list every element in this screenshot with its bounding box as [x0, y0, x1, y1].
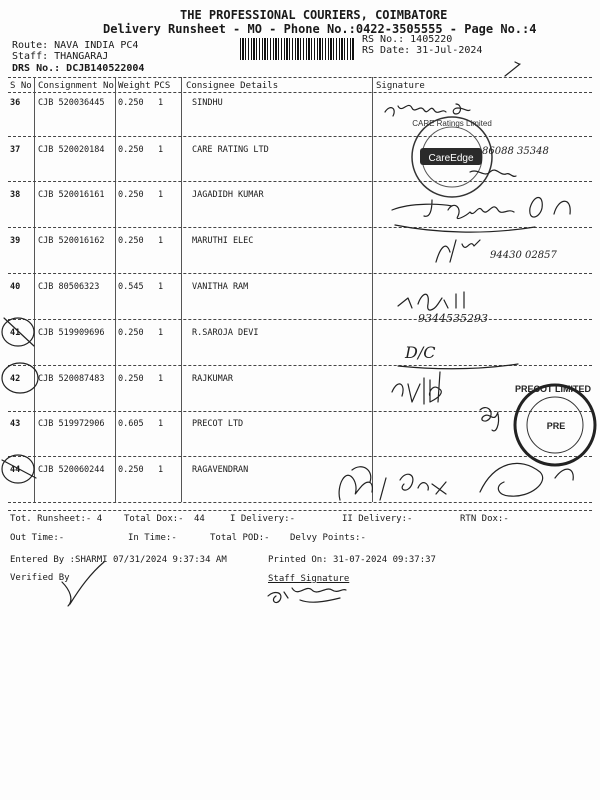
signature-row43 — [480, 408, 499, 431]
col-consignee: Consignee Details — [186, 81, 279, 91]
row-consignee: MARUTHI ELEC — [192, 236, 254, 246]
row-weight: 0.250 — [118, 190, 144, 200]
row-consignment: CJB 520060244 — [38, 465, 105, 475]
row-sno: 39 — [10, 236, 21, 246]
handwriting-row39: 94430 02857 — [490, 250, 557, 261]
row-weight: 0.250 — [118, 145, 144, 155]
row-consignment: CJB 520036445 — [38, 98, 105, 108]
row-sno: 37 — [10, 145, 21, 155]
row-weight: 0.605 — [118, 419, 144, 429]
row-pcs: 1 — [158, 328, 164, 338]
tot-runsheet: Tot. Runsheet:- 4 — [10, 514, 103, 524]
row-sno: 44 — [10, 465, 21, 475]
row-consignment: CJB 519972906 — [38, 419, 105, 429]
signature-row36 — [385, 104, 470, 116]
rtn-dox: RTN Dox:- — [460, 514, 509, 524]
delvy-points: Delvy Points:- — [290, 533, 366, 543]
row-consignment: CJB 519909696 — [38, 328, 105, 338]
row-pcs: 1 — [158, 374, 164, 384]
row-consignee: CARE RATING LTD — [192, 145, 269, 155]
row-consignment: CJB 520016162 — [38, 236, 105, 246]
care-ring-text: CARE Ratings Limited — [412, 119, 492, 128]
runsheet-title: Delivery Runsheet - MO - Phone No.:0422-3505555 - Page No.:4 — [103, 22, 537, 36]
row-weight: 0.545 — [118, 282, 144, 292]
handwriting-row40: 9344535293 — [418, 312, 488, 325]
entered-by: Entered By :SHARMI 07/31/2024 9:37:34 AM — [10, 555, 227, 565]
row-pcs: 1 — [158, 190, 164, 200]
ii-delivery: II Delivery:- — [342, 514, 413, 524]
row-weight: 0.250 — [118, 98, 144, 108]
rs-number: RS No.: 1405220 — [362, 34, 453, 45]
row-pcs: 1 — [158, 419, 164, 429]
precot-ring-text: PRECOT LIMITED — [515, 384, 591, 394]
signature-row38 — [392, 198, 570, 219]
row-sno: 36 — [10, 98, 21, 108]
row-consignee: RAJKUMAR — [192, 374, 233, 384]
staff-label: Staff: THANGARAJ — [12, 51, 109, 62]
signature-row44 — [339, 467, 446, 500]
care-ratings-stamp — [412, 117, 492, 197]
row-consignee: PRECOT LTD — [192, 419, 244, 429]
row-consignment: CJB 520016161 — [38, 190, 105, 200]
row-consignee: RAGAVENDRAN — [192, 465, 249, 475]
precot-center-text: PRE — [546, 421, 566, 431]
row-pcs: 1 — [158, 145, 164, 155]
total-dox-value: 44 — [194, 514, 205, 524]
row-weight: 0.250 — [118, 374, 144, 384]
precot-stamp — [515, 384, 595, 465]
printed-on: Printed On: 31-07-2024 09:37:37 — [268, 555, 436, 565]
row-consignee: SINDHU — [192, 98, 223, 108]
i-delivery: I Delivery:- — [230, 514, 296, 524]
route-label: Route: NAVA INDIA PC4 — [12, 40, 139, 51]
staff-signature — [268, 588, 346, 603]
verified-by: Verified By — [10, 573, 70, 583]
col-sno: S No — [10, 81, 32, 91]
row-sno: 38 — [10, 190, 21, 200]
row-pcs: 1 — [158, 98, 164, 108]
row-weight: 0.250 — [118, 236, 144, 246]
row-weight: 0.250 — [118, 328, 144, 338]
row-consignee: VANITHA RAM — [192, 282, 249, 292]
row-consignee: R.SAROJA DEVI — [192, 328, 259, 338]
staff-signature-label: Staff Signature — [268, 574, 350, 584]
row-sno: 43 — [10, 419, 21, 429]
row-sno: 40 — [10, 282, 21, 292]
signature-row42 — [392, 372, 441, 404]
total-dox-label: Total Dox:- — [124, 514, 184, 524]
handwriting-row41: D/C — [405, 343, 436, 362]
row-pcs: 1 — [158, 465, 164, 475]
care-logo-text: CareEdge — [428, 153, 474, 164]
row-consignment: CJB 520020184 — [38, 145, 105, 155]
col-pcs: PCS — [154, 81, 171, 91]
signature-row39 — [436, 240, 480, 262]
drs-number: DRS No.: DCJB140522004 — [12, 63, 145, 74]
row-consignment: CJB 520087483 — [38, 374, 105, 384]
col-signature: Signature — [376, 81, 425, 91]
col-consignment: Consignment No — [38, 81, 114, 91]
row-sno: 42 — [10, 374, 21, 384]
handwriting-row37: 86088 35348 — [482, 146, 549, 157]
row-pcs: 1 — [158, 236, 164, 246]
out-time: Out Time:- — [10, 533, 65, 543]
verified-by-signature — [62, 562, 104, 606]
row-weight: 0.250 — [118, 465, 144, 475]
row-consignment: CJB 80506323 — [38, 282, 100, 292]
company-title: THE PROFESSIONAL COURIERS, COIMBATORE — [180, 8, 448, 22]
row-pcs: 1 — [158, 282, 164, 292]
row-consignee: JAGADIDH KUMAR — [192, 190, 264, 200]
rs-date: RS Date: 31-Jul-2024 — [362, 45, 483, 56]
total-pod: Total POD:- — [210, 533, 270, 543]
row-sno: 41 — [10, 328, 21, 338]
in-time: In Time:- — [128, 533, 177, 543]
signature-row40 — [398, 292, 464, 310]
col-weight: Weight — [118, 81, 151, 91]
